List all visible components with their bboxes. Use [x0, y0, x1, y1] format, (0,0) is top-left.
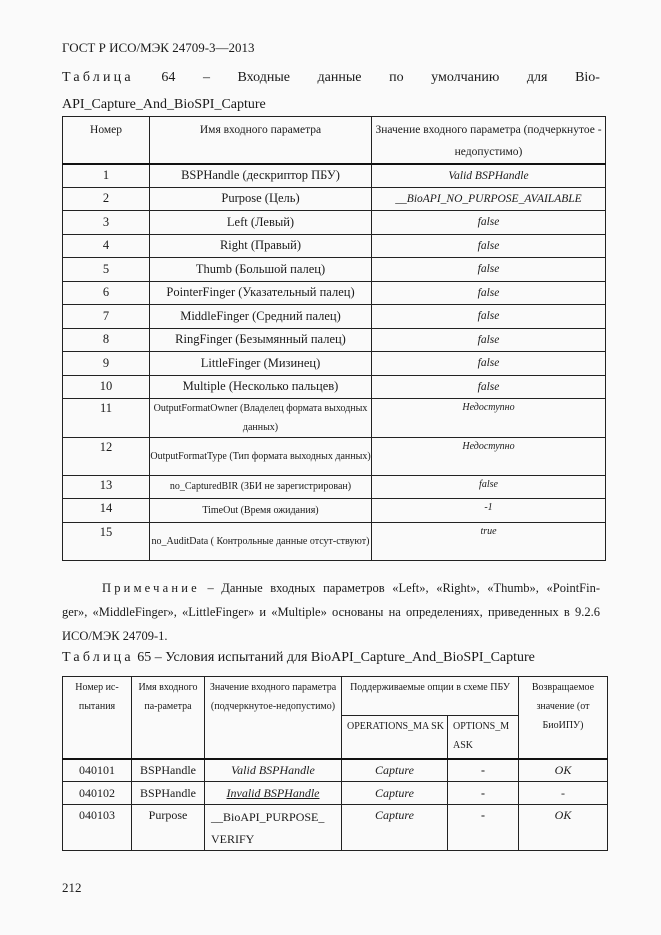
row-number: 3 [63, 210, 150, 234]
row-number: 8 [63, 328, 150, 351]
param-name: MiddleFinger (Средний палец) [150, 304, 372, 328]
caption-word: по [389, 70, 404, 85]
param-name: no_AuditData ( Контрольные данные отсут-ствуют) [150, 522, 372, 560]
param-value: Valid BSPHandle [372, 164, 606, 187]
table-row [63, 475, 606, 498]
param-value: false [372, 375, 606, 398]
header-return-value: Возвращаемое значение (от БиоИПУ) [519, 677, 608, 759]
param-value: false [372, 351, 606, 375]
param-name: TimeOut (Время ожидания) [150, 498, 372, 522]
table-row [63, 281, 606, 304]
param-value: Недоступно [372, 398, 606, 437]
options-mask: - [448, 805, 519, 851]
table-row [63, 164, 606, 187]
param-name: OutputFormatOwner (Владелец формата выходных данных) [150, 398, 372, 437]
operations-mask: Capture [342, 759, 448, 782]
row-number: 7 [63, 304, 150, 328]
table-row [63, 375, 606, 398]
header-options-mask: OPTIONS_M ASK [448, 716, 519, 759]
param-name: LittleFinger (Мизинец) [150, 351, 372, 375]
note-line-1: – Данные входных параметров «Left», «Right», «Thumb», «PointFin- [207, 581, 600, 595]
param-value: false [372, 328, 606, 351]
caption-text: 65 – Условия испытаний для BioAPI_Capture_And_BioSPI_Capture [137, 650, 535, 665]
header-param-name: Имя входного па-раметра [132, 677, 205, 759]
row-number: 1 [63, 164, 150, 187]
table-row [63, 522, 606, 560]
caption-word: Bio- [575, 70, 600, 85]
note-rest: ger», «MiddleFinger», «LittleFinger» и «Multiple» основаны на определениях, приведенных в 9.2.6 ИСО/МЭК 24709-1. [62, 605, 600, 643]
caption-line-2: API_Capture_And_BioSPI_Capture [62, 97, 266, 112]
param-name: BSPHandle [132, 782, 205, 805]
table-row [63, 328, 606, 351]
table-label: Таблица [62, 70, 134, 85]
operations-mask: Capture [342, 805, 448, 851]
options-mask: - [448, 782, 519, 805]
header-param-value: Значение входного параметра (подчеркнутое-недопустимо) [205, 677, 342, 759]
row-number: 5 [63, 257, 150, 281]
row-number: 6 [63, 281, 150, 304]
table-64-caption [62, 64, 600, 118]
param-value: false [372, 281, 606, 304]
header-operations-mask: OPERATIONS_MA SK [342, 716, 448, 759]
row-number: 4 [63, 234, 150, 257]
table-64 [62, 116, 606, 561]
test-id: 040101 [63, 759, 132, 782]
operations-mask: Capture [342, 782, 448, 805]
table-number: 64 [161, 70, 176, 85]
return-value: OK [519, 759, 608, 782]
row-number: 2 [63, 187, 150, 210]
param-name: Purpose (Цель) [150, 187, 372, 210]
caption-word: для [526, 70, 548, 85]
param-name: Purpose [132, 805, 205, 851]
table-row [63, 210, 606, 234]
param-name: PointerFinger (Указательный палец) [150, 281, 372, 304]
param-value: true [372, 522, 606, 560]
param-value: Valid BSPHandle [205, 759, 342, 782]
caption-word: данные [317, 70, 362, 85]
row-number: 9 [63, 351, 150, 375]
row-number: 13 [63, 475, 150, 498]
param-name: OutputFormatType (Тип формата выходных данных) [150, 437, 372, 475]
param-value: -1 [372, 498, 606, 522]
row-number: 11 [63, 398, 150, 437]
param-value: __BioAPI_PURPOSE_ VERIFY [205, 805, 342, 851]
header-test-number: Номер ис-пытания [63, 677, 132, 759]
page-number: 212 [62, 880, 82, 895]
param-name: BSPHandle [132, 759, 205, 782]
table-65 [62, 676, 608, 851]
param-value: __BioAPI_NO_PURPOSE_AVAILABLE [372, 187, 606, 210]
param-value: false [372, 234, 606, 257]
header-param-value: Значение входного параметра (подчеркнутое - недопустимо) [372, 117, 606, 165]
table-row [63, 304, 606, 328]
param-name: Right (Правый) [150, 234, 372, 257]
table-row [63, 234, 606, 257]
row-number: 15 [63, 522, 150, 560]
table-row [63, 398, 606, 437]
param-name: no_CapturedBIR (ЗБИ не зарегистрирован) [150, 475, 372, 498]
options-mask: - [448, 759, 519, 782]
header-number: Номер [63, 117, 150, 165]
param-name: Thumb (Большой палец) [150, 257, 372, 281]
param-name: Multiple (Несколько пальцев) [150, 375, 372, 398]
param-value: false [372, 475, 606, 498]
table-row [63, 782, 608, 805]
param-value: Недоступно [372, 437, 606, 475]
caption-dash: – [202, 70, 210, 85]
row-number: 12 [63, 437, 150, 475]
table-row [63, 187, 606, 210]
header-supported-options: Поддерживаемые опции в схеме ПБУ [342, 677, 519, 716]
table-row [63, 759, 608, 782]
table-label: Таблица [62, 650, 134, 665]
return-value: - [519, 782, 608, 805]
table-row [63, 351, 606, 375]
param-value: false [372, 210, 606, 234]
table-row [63, 498, 606, 522]
param-value: false [372, 257, 606, 281]
header-param-name: Имя входного параметра [150, 117, 372, 165]
caption-word: Входные [237, 70, 290, 85]
table-row [63, 805, 608, 851]
table-row [63, 437, 606, 475]
param-name: RingFinger (Безымянный палец) [150, 328, 372, 351]
table-64-note [62, 576, 600, 648]
test-id: 040103 [63, 805, 132, 851]
param-value: Invalid BSPHandle [205, 782, 342, 805]
table-row [63, 257, 606, 281]
row-number: 10 [63, 375, 150, 398]
row-number: 14 [63, 498, 150, 522]
caption-word: умолчанию [431, 70, 500, 85]
document-header: ГОСТ Р ИСО/МЭК 24709-3—2013 [62, 40, 255, 55]
table-65-caption [62, 650, 535, 666]
test-id: 040102 [63, 782, 132, 805]
param-name: Left (Левый) [150, 210, 372, 234]
param-value: false [372, 304, 606, 328]
return-value: OK [519, 805, 608, 851]
note-label: Примечание [102, 581, 200, 595]
param-name: BSPHandle (дескриптор ПБУ) [150, 164, 372, 187]
